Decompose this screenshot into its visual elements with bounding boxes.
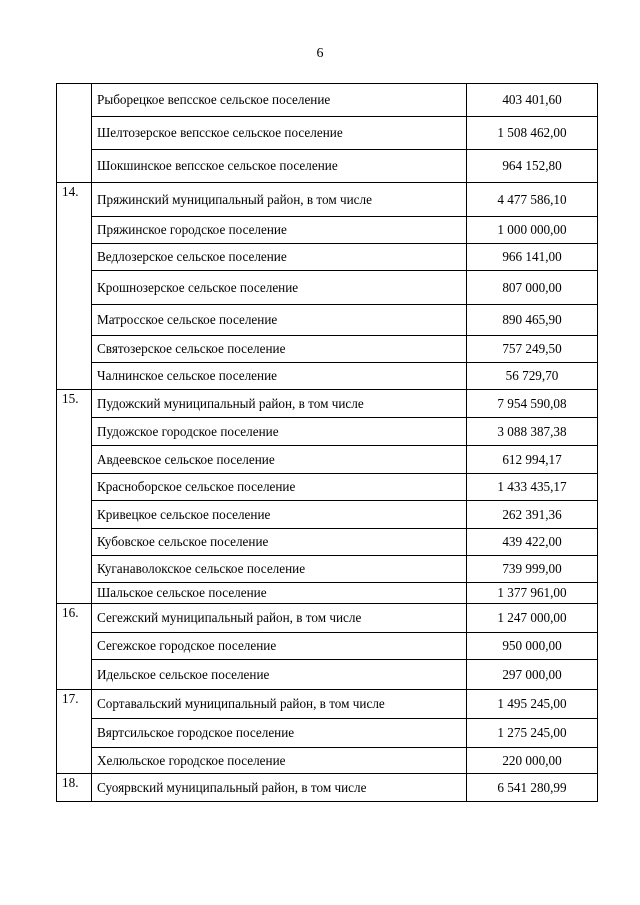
municipality-name: Крошнозерское сельское поселение <box>92 271 467 305</box>
table-row <box>57 774 598 802</box>
table-row <box>57 556 598 583</box>
table-row <box>57 748 598 774</box>
table-row <box>57 217 598 244</box>
table-row <box>57 633 598 660</box>
row-number: 15. <box>57 390 92 604</box>
municipality-name: Шальское сельское поселение <box>92 583 467 604</box>
amount: 262 391,36 <box>467 501 598 529</box>
table-row <box>57 529 598 556</box>
row-number <box>57 84 92 183</box>
table-row <box>57 501 598 529</box>
municipality-name: Кривецкое сельское поселение <box>92 501 467 529</box>
amount: 739 999,00 <box>467 556 598 583</box>
amount: 1 495 245,00 <box>467 690 598 719</box>
municipality-name: Авдеевское сельское поселение <box>92 446 467 474</box>
municipality-name: Пряжинский муниципальный район, в том числе <box>92 183 467 217</box>
amount: 1 247 000,00 <box>467 604 598 633</box>
table-row <box>57 336 598 363</box>
municipality-name: Пудожское городское поселение <box>92 418 467 446</box>
municipality-name: Пудожский муниципальный район, в том числе <box>92 390 467 418</box>
amount: 964 152,80 <box>467 150 598 183</box>
amount: 1 377 961,00 <box>467 583 598 604</box>
table-row <box>57 183 598 217</box>
municipality-name: Куганаволокское сельское поселение <box>92 556 467 583</box>
amount: 220 000,00 <box>467 748 598 774</box>
amount: 612 994,17 <box>467 446 598 474</box>
page-number: 6 <box>316 46 324 61</box>
amount: 56 729,70 <box>467 363 598 390</box>
table-row <box>57 244 598 271</box>
table-row <box>57 446 598 474</box>
table-row <box>57 271 598 305</box>
municipality-name: Хелюльское городское поселение <box>92 748 467 774</box>
amount: 757 249,50 <box>467 336 598 363</box>
table-row <box>57 583 598 604</box>
municipality-name: Рыборецкое вепсское сельское поселение <box>92 84 467 117</box>
row-number: 16. <box>57 604 92 690</box>
table-row <box>57 474 598 501</box>
amount: 297 000,00 <box>467 660 598 690</box>
municipality-name: Ведлозерское сельское поселение <box>92 244 467 271</box>
municipality-name: Суоярвский муниципальный район, в том числе <box>92 774 467 802</box>
table-row <box>57 117 598 150</box>
amount: 439 422,00 <box>467 529 598 556</box>
municipality-name: Сегежский муниципальный район, в том числе <box>92 604 467 633</box>
allocation-table <box>56 83 598 802</box>
amount: 890 465,90 <box>467 305 598 336</box>
row-number: 14. <box>57 183 92 390</box>
municipality-name: Вяртсильское городское поселение <box>92 719 467 748</box>
amount: 6 541 280,99 <box>467 774 598 802</box>
amount: 966 141,00 <box>467 244 598 271</box>
table-row <box>57 363 598 390</box>
table-row <box>57 84 598 117</box>
amount: 1 433 435,17 <box>467 474 598 501</box>
table-row <box>57 390 598 418</box>
municipality-name: Чалнинское сельское поселение <box>92 363 467 390</box>
table-row <box>57 418 598 446</box>
table-body <box>57 84 598 802</box>
amount: 807 000,00 <box>467 271 598 305</box>
amount: 4 477 586,10 <box>467 183 598 217</box>
amount: 403 401,60 <box>467 84 598 117</box>
municipality-name: Святозерское сельское поселение <box>92 336 467 363</box>
amount: 1 275 245,00 <box>467 719 598 748</box>
amount: 1 000 000,00 <box>467 217 598 244</box>
amount: 1 508 462,00 <box>467 117 598 150</box>
table-row <box>57 305 598 336</box>
municipality-name: Сегежское городское поселение <box>92 633 467 660</box>
municipality-name: Шокшинское вепсское сельское поселение <box>92 150 467 183</box>
municipality-name: Пряжинское городское поселение <box>92 217 467 244</box>
row-number: 17. <box>57 690 92 774</box>
table-row <box>57 690 598 719</box>
amount: 950 000,00 <box>467 633 598 660</box>
municipality-name: Шелтозерское вепсское сельское поселение <box>92 117 467 150</box>
municipality-name: Идельское сельское поселение <box>92 660 467 690</box>
table-row <box>57 719 598 748</box>
amount: 3 088 387,38 <box>467 418 598 446</box>
municipality-name: Красноборское сельское поселение <box>92 474 467 501</box>
municipality-name: Сортавальский муниципальный район, в том числе <box>92 690 467 719</box>
table-row <box>57 150 598 183</box>
table-row <box>57 660 598 690</box>
table-row <box>57 604 598 633</box>
amount: 7 954 590,08 <box>467 390 598 418</box>
row-number: 18. <box>57 774 92 802</box>
municipality-name: Кубовское сельское поселение <box>92 529 467 556</box>
municipality-name: Матросское сельское поселение <box>92 305 467 336</box>
